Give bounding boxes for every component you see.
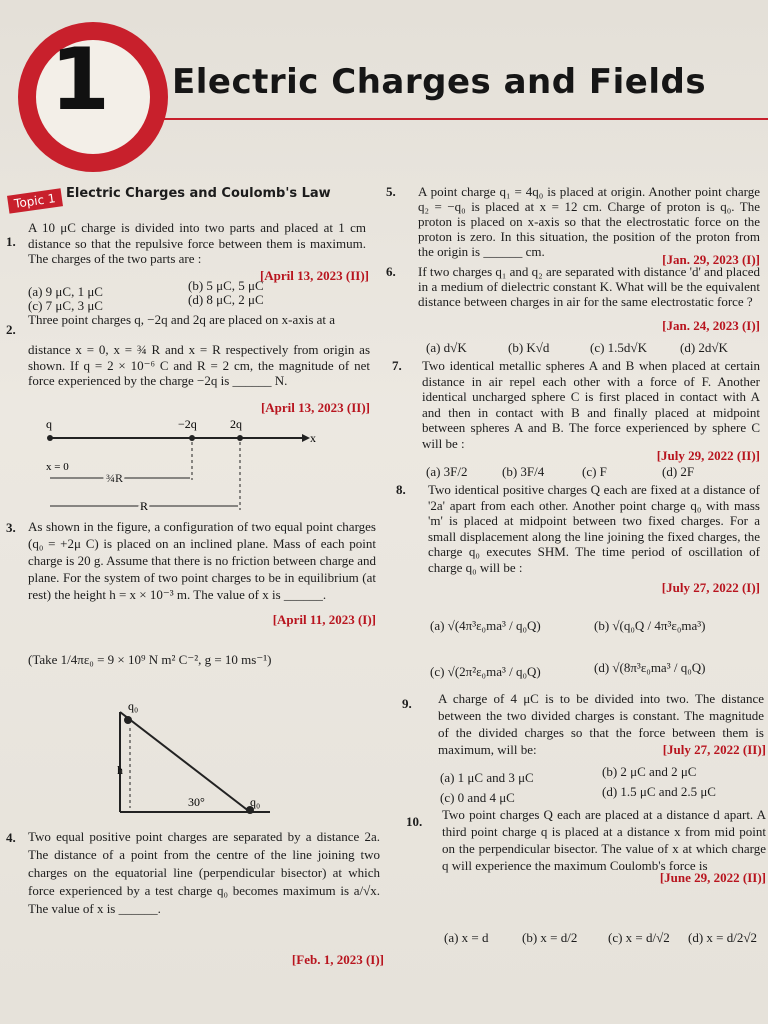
q5-source: [Jan. 29, 2023 (I)] — [662, 252, 760, 267]
q3-text: As shown in the figure, a configuration of two equal point charges (q₀ = +2μ C) is placed on an inclined plane. Mass of each point charge is 20 g. Assume that there is no friction between charge and plane. For the system of two point charges to be in equilibrium (at rest) the height h = x × 10⁻³ m. The value of x is ______. — [28, 519, 376, 602]
q3-figure — [100, 700, 280, 820]
q10-source: [June 29, 2022 (II)] — [659, 870, 766, 885]
charge-neg2q-dot — [189, 435, 195, 441]
fig-label-q0-bottom: q₀ — [250, 795, 261, 809]
q10-option-c: (c) x = d/√2 — [608, 930, 670, 945]
chapter-number: 1 — [50, 30, 110, 130]
q10-number: 10. — [406, 814, 423, 829]
q7-option-d: (d) 2F — [662, 464, 695, 479]
q6-option-b: (b) K√d — [508, 340, 550, 355]
q10-text: Two point charges Q each are placed at a distance d apart. A third point charge q is placed at a distance x from mid point on the perpendicular bisector. The value of x at which charge q will experience the maximum Coulomb's force is — [442, 807, 766, 873]
q1-source: [April 13, 2023 (II)] — [259, 268, 369, 283]
q6-option-d: (d) 2d√K — [680, 340, 728, 355]
q10-option-d: (d) x = d/2√2 — [688, 930, 757, 945]
fig-label-neg2q: −2q — [178, 417, 197, 431]
fig-label-angle: 30° — [188, 795, 205, 809]
q7-source: [July 29, 2022 (II)] — [656, 448, 760, 463]
q3-number: 3. — [6, 520, 16, 535]
q8-number: 8. — [396, 482, 406, 497]
q8-option-d: (d) √(8π³ε₀ma³ / q₀Q) — [594, 660, 706, 675]
q6-number: 6. — [386, 264, 396, 279]
fig-label-x0: x = 0 — [46, 461, 69, 473]
q8-option-b: (b) √(q₀Q / 4π³ε₀ma³) — [594, 618, 706, 633]
q10-option-b: (b) x = d/2 — [522, 930, 578, 945]
q8-text: Two identical positive charges Q each are fixed at a distance of '2a' apart from each other. Another point charge q₀ with mass 'm' is placed at midpoint between two fixed charges. For a small displacement along the line joining the fixed charges, the charge q₀ executes SHM. The time period of oscillation of charge q₀ will be : — [428, 482, 760, 575]
q3-source: [April 11, 2023 (I)] — [272, 612, 376, 627]
charge-q-dot — [47, 435, 53, 441]
incline-hypotenuse — [120, 712, 250, 812]
q9-number: 9. — [402, 696, 412, 711]
fig-label-x: x — [310, 431, 316, 445]
q4-text: Two equal positive point charges are separated by a distance 2a. The distance of a point from the centre of the line joining two charges on the equatorial line (perpendicular bisector) at which force experienced by a test charge q₀ becomes maximum is a/√x. The value of x is ______. — [28, 829, 380, 916]
q1-option-c: (c) 7 μC, 3 μC — [28, 298, 103, 313]
q9-source: [July 27, 2022 (II)] — [662, 742, 766, 757]
charge-2q-dot — [237, 435, 243, 441]
q6-option-c: (c) 1.5d√K — [590, 340, 647, 355]
fig-label-h: h — [117, 763, 123, 777]
q3-take: (Take 1/4πε₀ = 9 × 10⁹ N m² C⁻², g = 10 ms⁻¹) — [28, 652, 272, 667]
q8-source: [July 27, 2022 (I)] — [661, 580, 760, 595]
q6-option-a: (a) d√K — [426, 340, 467, 355]
q9-option-a: (a) 1 μC and 3 μC — [440, 770, 534, 785]
fig-label-34r: ¾R — [106, 471, 124, 485]
q1-text: A 10 μC charge is divided into two parts and placed at 1 cm distance so that the repulsive force between them is maximum. The charges of the two parts are : — [28, 220, 366, 266]
q4-source: [Feb. 1, 2023 (I)] — [291, 952, 384, 967]
fig-label-r: R — [140, 499, 149, 513]
q7-option-c: (c) F — [582, 464, 607, 479]
q1-option-b: (b) 5 μC, 5 μC — [188, 278, 264, 293]
arrow-icon — [302, 434, 310, 442]
chapter-title: Electric Charges and Fields — [172, 62, 707, 102]
q1-number: 1. — [6, 234, 16, 249]
q7-option-b: (b) 3F/4 — [502, 464, 545, 479]
q7-option-a: (a) 3F/2 — [426, 464, 468, 479]
q2-text-1: Three point charges q, −2q and 2q are placed on x-axis at a — [28, 312, 336, 327]
q6-source: [Jan. 24, 2023 (I)] — [662, 318, 760, 333]
q1-option-d: (d) 8 μC, 2 μC — [188, 292, 264, 307]
q5-number: 5. — [386, 184, 396, 199]
q8-option-a: (a) √(4π³ε₀ma³ / q₀Q) — [430, 618, 541, 633]
q2-source: [April 13, 2023 (II)] — [260, 400, 370, 415]
q9-option-d: (d) 1.5 μC and 2.5 μC — [602, 784, 716, 799]
q8-option-c: (c) √(2π²ε₀ma³ / q₀Q) — [430, 664, 541, 679]
q4-number: 4. — [6, 830, 16, 845]
fig-label-q: q — [46, 417, 52, 431]
topic-tag: Topic 1 — [7, 188, 63, 213]
q9-option-c: (c) 0 and 4 μC — [440, 790, 515, 805]
q7-text: Two identical metallic spheres A and B when placed at certain distance in air repel each other with a force of F. Another identical uncharged sphere C is first placed in contact with A and then in contact with B and finally placed at midpoint between spheres A and B. The force experienced by sphere C will be : — [422, 358, 760, 451]
q6-text: If two charges q₁ and q₂ are separated with distance 'd' and placed in a medium of dielectric constant K. What will be the equivalent distance between charges in air for the same electrostatic force ? — [418, 264, 760, 309]
q2-number: 2. — [6, 322, 16, 337]
q2-figure — [20, 412, 370, 516]
q7-number: 7. — [392, 358, 402, 373]
q1-option-a: (a) 9 μC, 1 μC — [28, 284, 103, 299]
fig-label-2q: 2q — [230, 417, 242, 431]
fig-label-q0-top: q₀ — [128, 700, 139, 713]
charge-top-dot — [124, 716, 132, 724]
topic-title: Electric Charges and Coulomb's Law — [66, 186, 331, 201]
q10-option-a: (a) x = d — [444, 930, 489, 945]
q2-text-2: distance x = 0, x = ¾ R and x = R respectively from origin as shown. If q = 2 × 10⁻⁶ C and R = 2 cm, the magnitude of net force experienced by the charge −2q is ______ N. — [28, 342, 370, 388]
q9-option-b: (b) 2 μC and 2 μC — [602, 764, 697, 779]
title-rule — [160, 118, 768, 120]
q9-text: A charge of 4 μC is to be divided into two. The distance between the two divided charges is constant. The magnitude of the divided charges so that the force between them is maximum, will be: — [438, 691, 764, 757]
q5-text: A point charge q₁ = 4q₀ is placed at origin. Another point charge q₂ = −q₀ is placed at x = 12 cm. Charge of proton is q₀. The proton is placed on x-axis so that the electrostatic force on the proton is zero. In this situation, the position of the proton from the origin is ______ cm. — [418, 184, 760, 259]
